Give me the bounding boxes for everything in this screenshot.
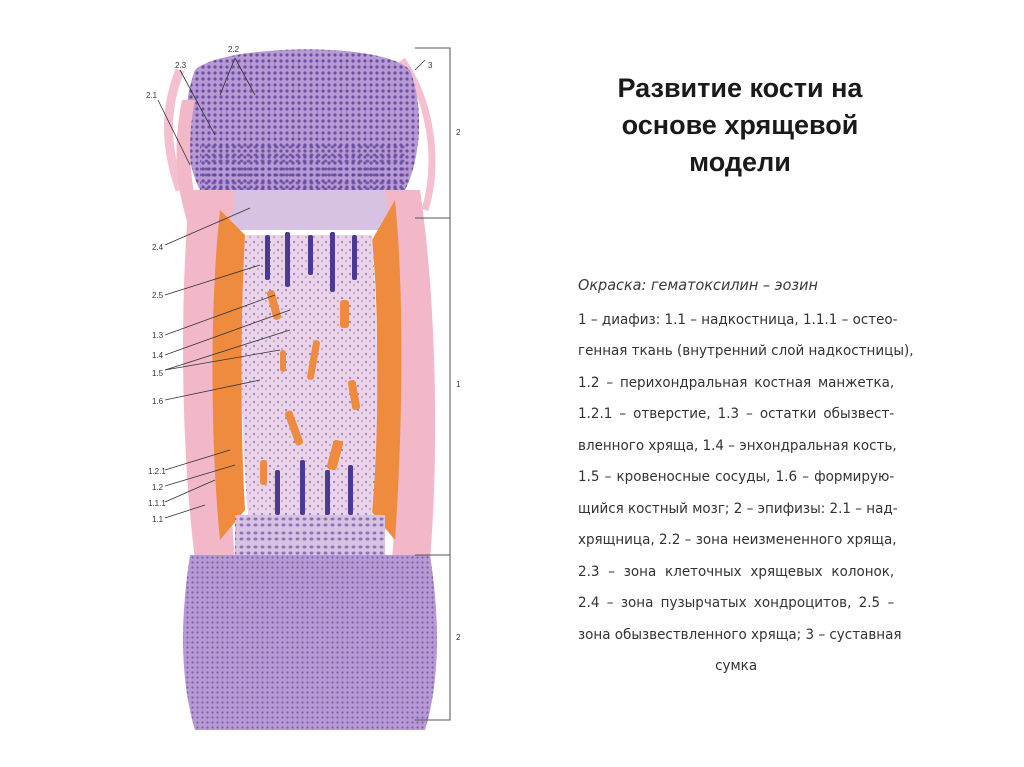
stain-legend bbox=[578, 270, 914, 683]
label-1-6: 1.6 bbox=[152, 397, 164, 406]
label-1: 1 bbox=[456, 380, 461, 389]
legend-line: 1 – диафиз: 1.1 – надкостница, 1.1.1 – остео- bbox=[578, 311, 898, 328]
bone-histology-drawing bbox=[140, 40, 480, 730]
slide-title bbox=[575, 70, 905, 181]
label-2-5: 2.5 bbox=[152, 291, 164, 300]
label-2-top: 2 bbox=[456, 128, 461, 137]
label-1-2: 1.2 bbox=[152, 483, 164, 492]
label-1-2-1: 1.2.1 bbox=[148, 467, 166, 476]
vesicular-zone-top bbox=[210, 190, 400, 230]
label-1-1: 1.1 bbox=[152, 515, 164, 524]
label-2-2: 2.2 bbox=[228, 45, 240, 54]
bone-histology-figure bbox=[140, 40, 480, 730]
legend-line: зона обызвествленного хряща; 3 – суставная bbox=[578, 626, 902, 643]
legend-heading: Окраска: гематоксилин – эозин bbox=[578, 276, 818, 294]
label-1-1-1: 1.1.1 bbox=[148, 499, 166, 508]
legend-line: 2.3 – зона клеточных хрящевых колонок, bbox=[578, 563, 895, 580]
legend-line: 1.5 – кровеносные сосуды, 1.6 – формирую- bbox=[578, 469, 895, 485]
legend-line: щийся костный мозг; 2 – эпифизы: 2.1 – над- bbox=[578, 500, 898, 517]
legend-line: вленного хряща, 1.4 – энхондральная кость, bbox=[578, 437, 897, 454]
legend-line: 1.2 – перихондральная костная манжетка, bbox=[578, 374, 895, 391]
legend-line: сумка bbox=[715, 658, 758, 674]
legend-line: хрящница, 2.2 – зона неизмененного хряща, bbox=[578, 532, 897, 548]
label-2-bottom: 2 bbox=[456, 633, 461, 642]
label-3: 3 bbox=[428, 61, 433, 70]
slide-title-line: основе хрящевой bbox=[621, 110, 859, 140]
slide-title-line: Развитие кости на bbox=[617, 73, 863, 103]
label-2-4: 2.4 bbox=[152, 243, 164, 252]
legend-line: 2.4 – зона пузырчатых хондроцитов, 2.5 – bbox=[578, 595, 895, 611]
legend-line: генная ткань (внутренний слой надкостницы), bbox=[578, 343, 914, 359]
slide-title-line: модели bbox=[689, 147, 791, 177]
label-1-3: 1.3 bbox=[152, 331, 164, 340]
legend-line: 1.2.1 – отверстие, 1.3 – остатки обызвест- bbox=[578, 406, 895, 422]
label-1-4: 1.4 bbox=[152, 351, 164, 360]
cell-column-zone-top bbox=[200, 145, 405, 190]
label-2-3: 2.3 bbox=[175, 61, 187, 70]
label-1-5: 1.5 bbox=[152, 369, 164, 378]
label-2-1: 2.1 bbox=[146, 91, 158, 100]
